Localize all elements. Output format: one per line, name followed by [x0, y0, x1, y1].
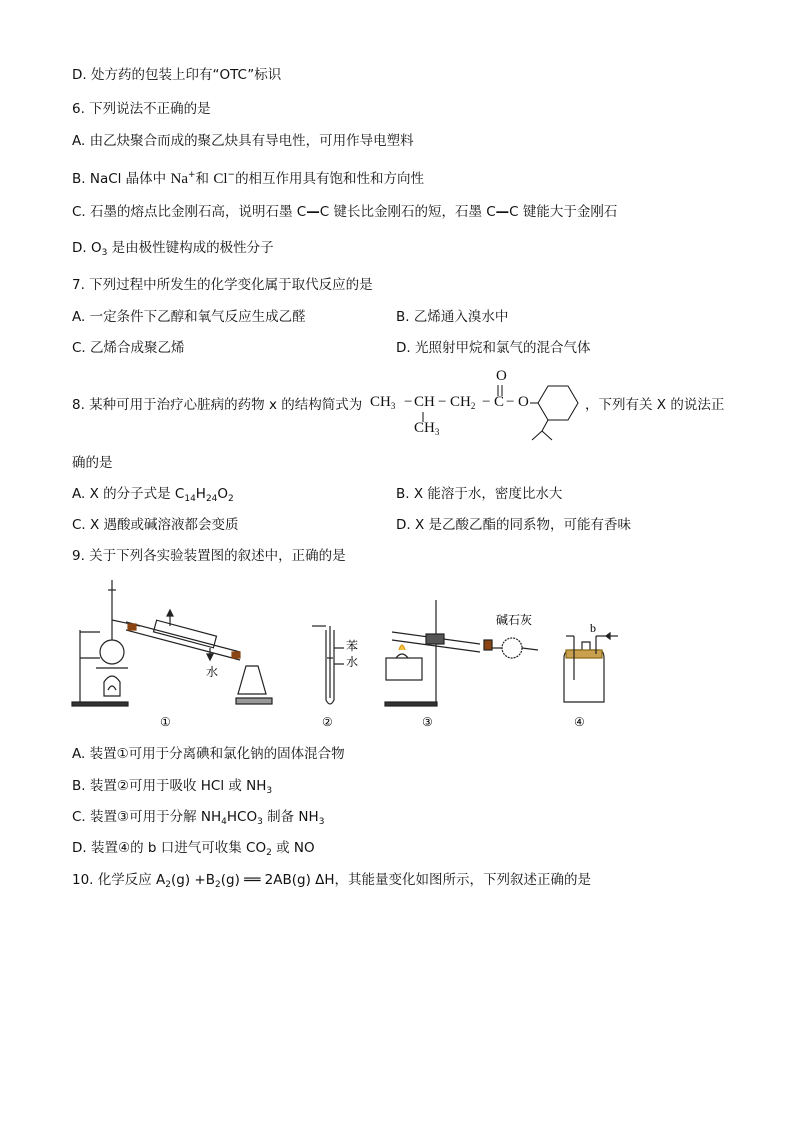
q9-option-b: B. 装置②可用于吸收 HCl 或 $NH_3$ [72, 778, 273, 796]
apparatus-num-2: ② [322, 715, 333, 729]
benzene-label: 苯 [346, 639, 359, 653]
water-label-2: 水 [346, 655, 359, 669]
struct-dash-3: − [482, 394, 491, 410]
q7-option-d: D. 光照射甲烷和氯气的混合气体 [396, 340, 591, 356]
q8-stem-cont: 确的是 [72, 455, 113, 471]
q9-option-d: D. 装置④的 b 口进气可收集 $CO_2$ 或 NO [72, 840, 315, 858]
q9-option-c: C. 装置③可用于分解 $NH_4HCO_3$ 制备 $NH_3$ [72, 809, 325, 827]
q6d-sub: 3 [101, 248, 108, 258]
q6d-pre: D. O [72, 240, 102, 256]
q8-stem-post: ，下列有关 X 的说法正 [585, 397, 725, 413]
apparatus-figure [0, 570, 794, 730]
struct-ester-o: O [518, 394, 529, 410]
q6-option-d [72, 239, 274, 262]
x-structural-formula [370, 368, 580, 442]
q8-option-a: A. X 的分子式是 $C_{14}H_{24}O_2$ [72, 486, 234, 504]
apparatus-num-4: ④ [574, 715, 585, 729]
q10-stem: 10. 化学反应 $A_2(g) +B_2(g)$ ══ 2AB(g) ΔH，其能量变化如图所示，下列叙述正确的是 [72, 872, 592, 890]
q6d-post: 是由极性键构成的极性分子 [107, 240, 274, 256]
q6b-plus: + [187, 170, 196, 180]
struct-carbonyl-o: O [496, 368, 507, 384]
q6b-mid: 和 [195, 171, 214, 187]
struct-ch2: $CH_2$ [450, 394, 476, 411]
struct-carbonyl-c: C [494, 394, 505, 410]
q6c-bond-1: — [306, 204, 320, 220]
struct-ch: CH [414, 394, 435, 410]
struct-dash-1: − [404, 394, 413, 410]
b-port-label: b [590, 621, 596, 635]
apparatus-num-1: ① [160, 715, 171, 729]
q5-option-d: D. 处方药的包装上印有“OTC”标识 [72, 67, 282, 83]
q7-stem: 7. 下列过程中所发生的化学变化属于取代反应的是 [72, 277, 373, 293]
q6-option-b [72, 166, 424, 188]
q6-option-a: A. 由乙炔聚合而成的聚乙炔具有导电性，可用作导电塑料 [72, 133, 414, 149]
q8-option-c: C. X 遇酸或碱溶液都会变质 [72, 517, 239, 533]
q6-option-c [72, 203, 617, 221]
q7-option-b: B. 乙烯通入溴水中 [396, 309, 509, 325]
apparatus-num-3: ③ [422, 715, 433, 729]
q6b-na: Na [170, 171, 188, 187]
q7-option-c: C. 乙烯合成聚乙烯 [72, 340, 185, 356]
soda-lime-label: 碱石灰 [496, 613, 533, 627]
q6b-cl: Cl [213, 171, 228, 187]
struct-ch3-left: $CH_3$ [370, 394, 396, 411]
struct-bonds-svg [370, 368, 580, 442]
q8-stem-pre: 8. 某种可用于治疗心脏病的药物 x 的结构简式为 [72, 397, 363, 413]
struct-ch3-bottom: $CH_3$ [414, 420, 440, 437]
q6-stem: 6. 下列说法不正确的是 [72, 101, 211, 117]
q8-option-d: D. X 是乙酸乙酯的同系物，可能有香味 [396, 517, 632, 533]
q6b-text-pre: B. NaCl 晶体中 [72, 171, 171, 187]
q6c-text-2: C 键长比金刚石的短，石墨 C [319, 204, 496, 220]
water-label-1: 水 [206, 665, 219, 679]
q6c-text-3: C 键能大于金刚石 [509, 204, 618, 220]
q9-stem: 9. 关于下列各实验装置图的叙述中，正确的是 [72, 548, 346, 564]
q6c-bond-2: — [495, 204, 510, 220]
struct-dash-2: − [438, 394, 447, 410]
q6b-minus: − [227, 170, 236, 180]
q6b-text-post: 的相互作用具有饱和性和方向性 [235, 171, 425, 187]
struct-dash-4: − [506, 394, 515, 410]
q8-option-b: B. X 能溶于水，密度比水大 [396, 486, 563, 502]
q9-option-a: A. 装置①可用于分离碘和氯化钠的固体混合物 [72, 746, 345, 762]
q7-option-a: A. 一定条件下乙醇和氧气反应生成乙醛 [72, 309, 306, 325]
q6c-text-1: C. 石墨的熔点比金刚石高，说明石墨 C [72, 204, 307, 220]
